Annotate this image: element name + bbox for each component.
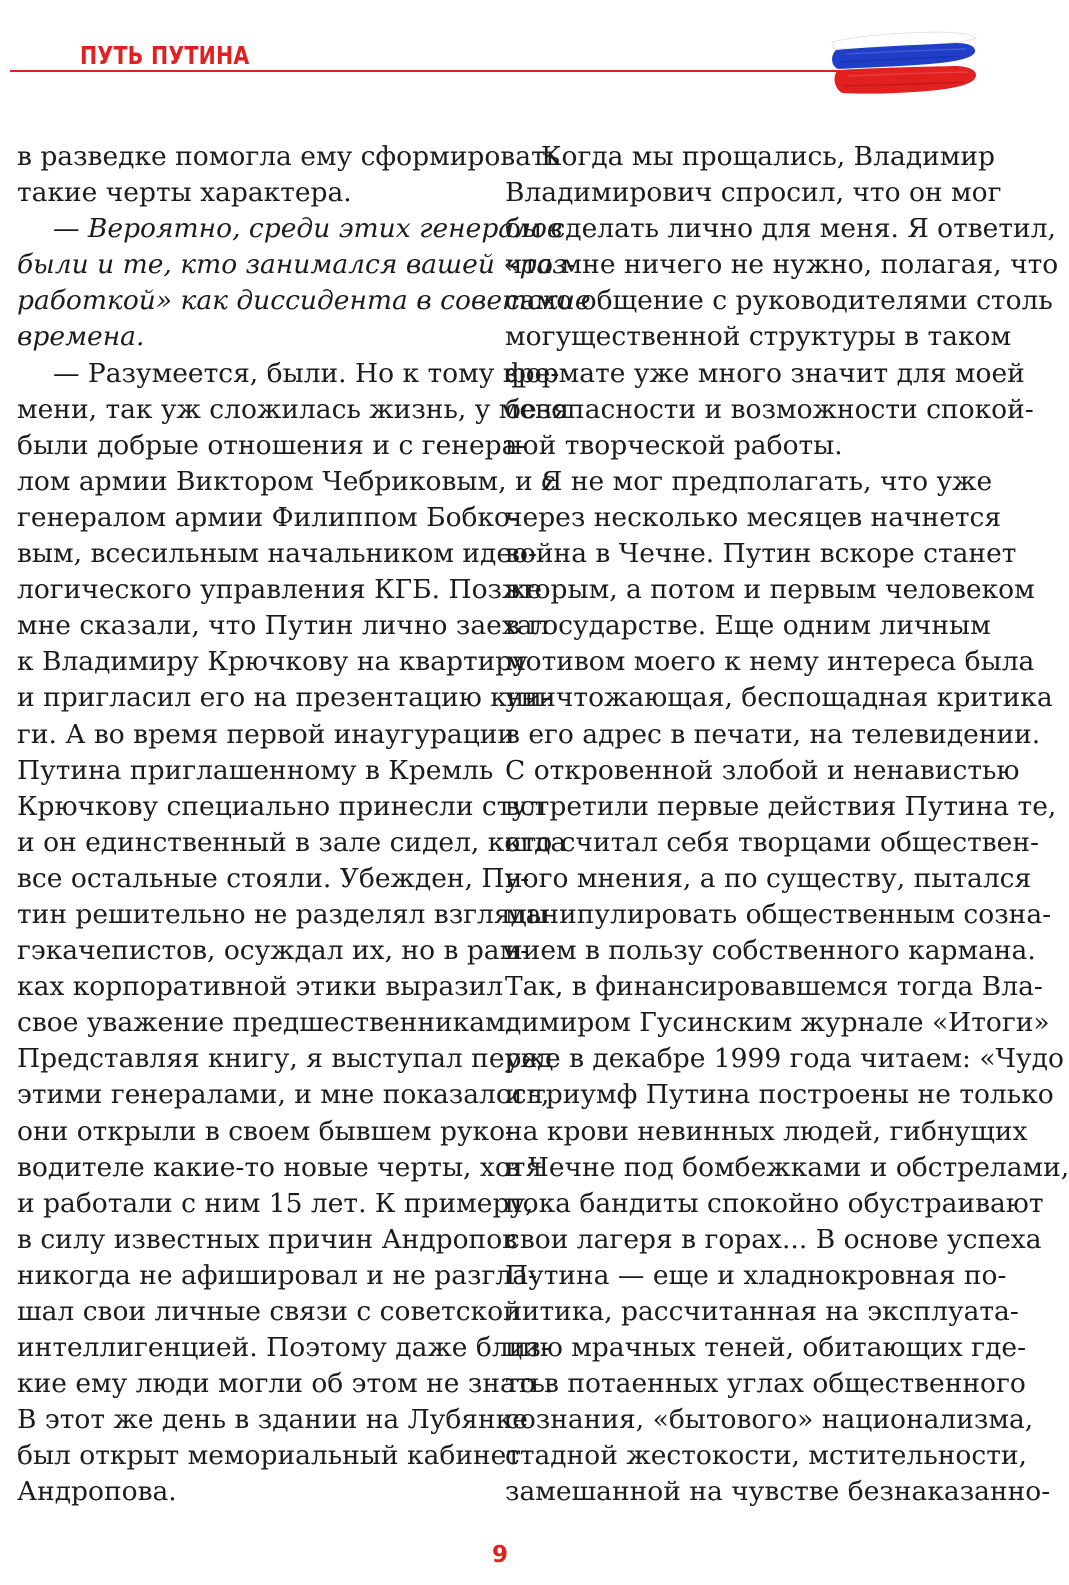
text-line: манипулировать общественным созна-	[505, 898, 1052, 930]
text-line: сознания, «бытового» национализма,	[505, 1404, 1034, 1436]
text-line: Владимирович спросил, что он мог	[505, 177, 1002, 209]
text-line: в Чечне под бомбежками и обстрелами,	[505, 1151, 1069, 1183]
text-line: Представляя книгу, я выступал перед	[17, 1043, 554, 1075]
text-line: в разведке помогла ему сформировать	[17, 141, 561, 172]
text-line: димиром Гусинским журнале «Итоги»	[505, 1007, 1050, 1039]
text-line: этими генералами, и мне показалось,	[17, 1079, 550, 1111]
text-line: безопасности и возможности спокой-	[505, 393, 1034, 425]
text-line: ги. А во время первой инаугурации	[17, 718, 516, 750]
text-line: кто считал себя творцами обществен-	[505, 826, 1039, 858]
text-line: были добрые отношения и с генера-	[17, 429, 527, 461]
text-line: вторым, а потом и первым человеком	[505, 574, 1035, 606]
text-line: война в Чечне. Путин вскоре станет	[505, 538, 1017, 570]
text-line: пока бандиты спокойно обустраивают	[505, 1187, 1044, 1219]
text-line: само общение с руководителями столь	[505, 285, 1053, 317]
text-line: С откровенной злобой и ненавистью	[505, 754, 1020, 786]
text-line: и работали с ним 15 лет. К примеру,	[17, 1187, 534, 1219]
text-line: уничтожающая, беспощадная критика	[505, 682, 1053, 714]
text-line: ной творческой работы.	[505, 429, 843, 461]
text-line: Когда мы прощались, Владимир	[541, 141, 995, 172]
text-line: работкой» как диссидента в советские	[17, 285, 591, 317]
text-line: водителе какие-то новые черты, хотя	[17, 1151, 543, 1183]
text-line: бы сделать лично для меня. Я ответил,	[505, 213, 1056, 245]
text-line: тин решительно не разделял взгляды	[17, 898, 549, 930]
text-line: генералом армии Филиппом Бобко-	[17, 501, 519, 533]
text-line: свои лагеря в горах... В основе успеха	[505, 1223, 1042, 1255]
text-line: Я не мог предполагать, что уже	[541, 465, 993, 497]
page-number: 9	[491, 1542, 508, 1568]
text-line: был открыт мемориальный кабинет	[17, 1440, 521, 1472]
text-line: интеллигенцией. Поэтому даже близ-	[17, 1332, 550, 1364]
text-line: литика, рассчитанная на эксплуата-	[505, 1296, 1019, 1327]
text-column-left	[17, 139, 591, 1511]
text-line: лом армии Виктором Чебриковым, и с	[17, 465, 556, 497]
text-line: вым, всесильным начальником идео-	[17, 538, 537, 570]
text-line: цию мрачных теней, обитающих где-	[505, 1332, 1027, 1364]
text-line: гэкачепистов, осуждал их, но в рам-	[17, 935, 530, 967]
text-line: ках корпоративной этики выразил	[17, 971, 504, 1003]
text-line: Путина — еще и хладнокровная по-	[505, 1259, 1007, 1291]
text-line: и пригласил его на презентацию кни-	[17, 682, 552, 714]
running-header-title: ПУТЬ ПУТИНА	[80, 41, 250, 70]
text-line: шал свои личные связи с советской	[17, 1296, 521, 1327]
text-line: на крови невинных людей, гибнущих	[505, 1115, 1028, 1147]
text-line: к Владимиру Крючкову на квартиру	[17, 646, 528, 678]
text-line: мне сказали, что Путин лично заехал	[17, 610, 550, 642]
text-line: В этот же день в здании на Лубянке	[17, 1404, 528, 1436]
text-line: что мне ничего не нужно, полагая, что	[505, 249, 1059, 281]
text-line: и он единственный в зале сидел, когда	[17, 826, 567, 858]
text-line: они открыли в своем бывшем руко-	[17, 1115, 514, 1147]
text-line: такие черты характера.	[17, 177, 352, 209]
text-line: времена.	[17, 321, 145, 353]
text-line: — Разумеется, были. Но к тому вре-	[53, 357, 560, 389]
text-line: логического управления КГБ. Позже	[17, 574, 543, 606]
text-line: и триумф Путина построены не только	[505, 1079, 1054, 1111]
text-line: нием в пользу собственного кармана.	[505, 935, 1036, 967]
text-line: то в потаенных углах общественного	[505, 1368, 1026, 1400]
text-line: кие ему люди могли об этом не знать.	[17, 1368, 554, 1400]
text-line: в силу известных причин Андропов	[17, 1223, 518, 1255]
text-line: в его адрес в печати, на телевидении.	[505, 718, 1041, 750]
text-line: формате уже много значит для моей	[505, 357, 1025, 389]
text-line: были и те, кто занимался вашей «раз-	[17, 249, 576, 281]
text-line: все остальные стояли. Убежден, Пу-	[17, 862, 530, 894]
flag-red-stripe	[835, 66, 977, 94]
text-line: через несколько месяцев начнется	[505, 501, 1002, 533]
text-line: встретили первые действия Путина те,	[505, 790, 1057, 822]
text-line: свое уважение предшественникам.	[17, 1007, 515, 1039]
text-line: замешанной на чувстве безнаказанно-	[505, 1476, 1051, 1508]
text-line: Путина приглашенному в Кремль	[17, 754, 494, 786]
text-line: никогда не афишировал и не разгла-	[17, 1259, 537, 1291]
text-line: стадной жестокости, мстительности,	[505, 1440, 1027, 1472]
russian-flag-brushstroke	[826, 30, 978, 96]
header-rule	[10, 70, 840, 72]
text-line: Крючкову специально принесли стул	[17, 790, 544, 822]
text-line: — Вероятно, среди этих генералов	[53, 213, 563, 245]
text-line: мотивом моего к нему интереса была	[505, 646, 1035, 678]
text-line: уже в декабре 1999 года читаем: «Чудо	[505, 1043, 1064, 1075]
text-line: ного мнения, а по существу, пытался	[505, 862, 1032, 894]
text-column-right	[505, 139, 1069, 1511]
text-line: Андропова.	[17, 1476, 177, 1508]
text-line: Так, в финансировавшемся тогда Вла-	[505, 971, 1043, 1003]
text-line: в государстве. Еще одним личным	[505, 610, 991, 642]
text-line: мени, так уж сложилась жизнь, у меня	[17, 393, 570, 425]
text-line: могущественной структуры в таком	[505, 321, 1012, 353]
